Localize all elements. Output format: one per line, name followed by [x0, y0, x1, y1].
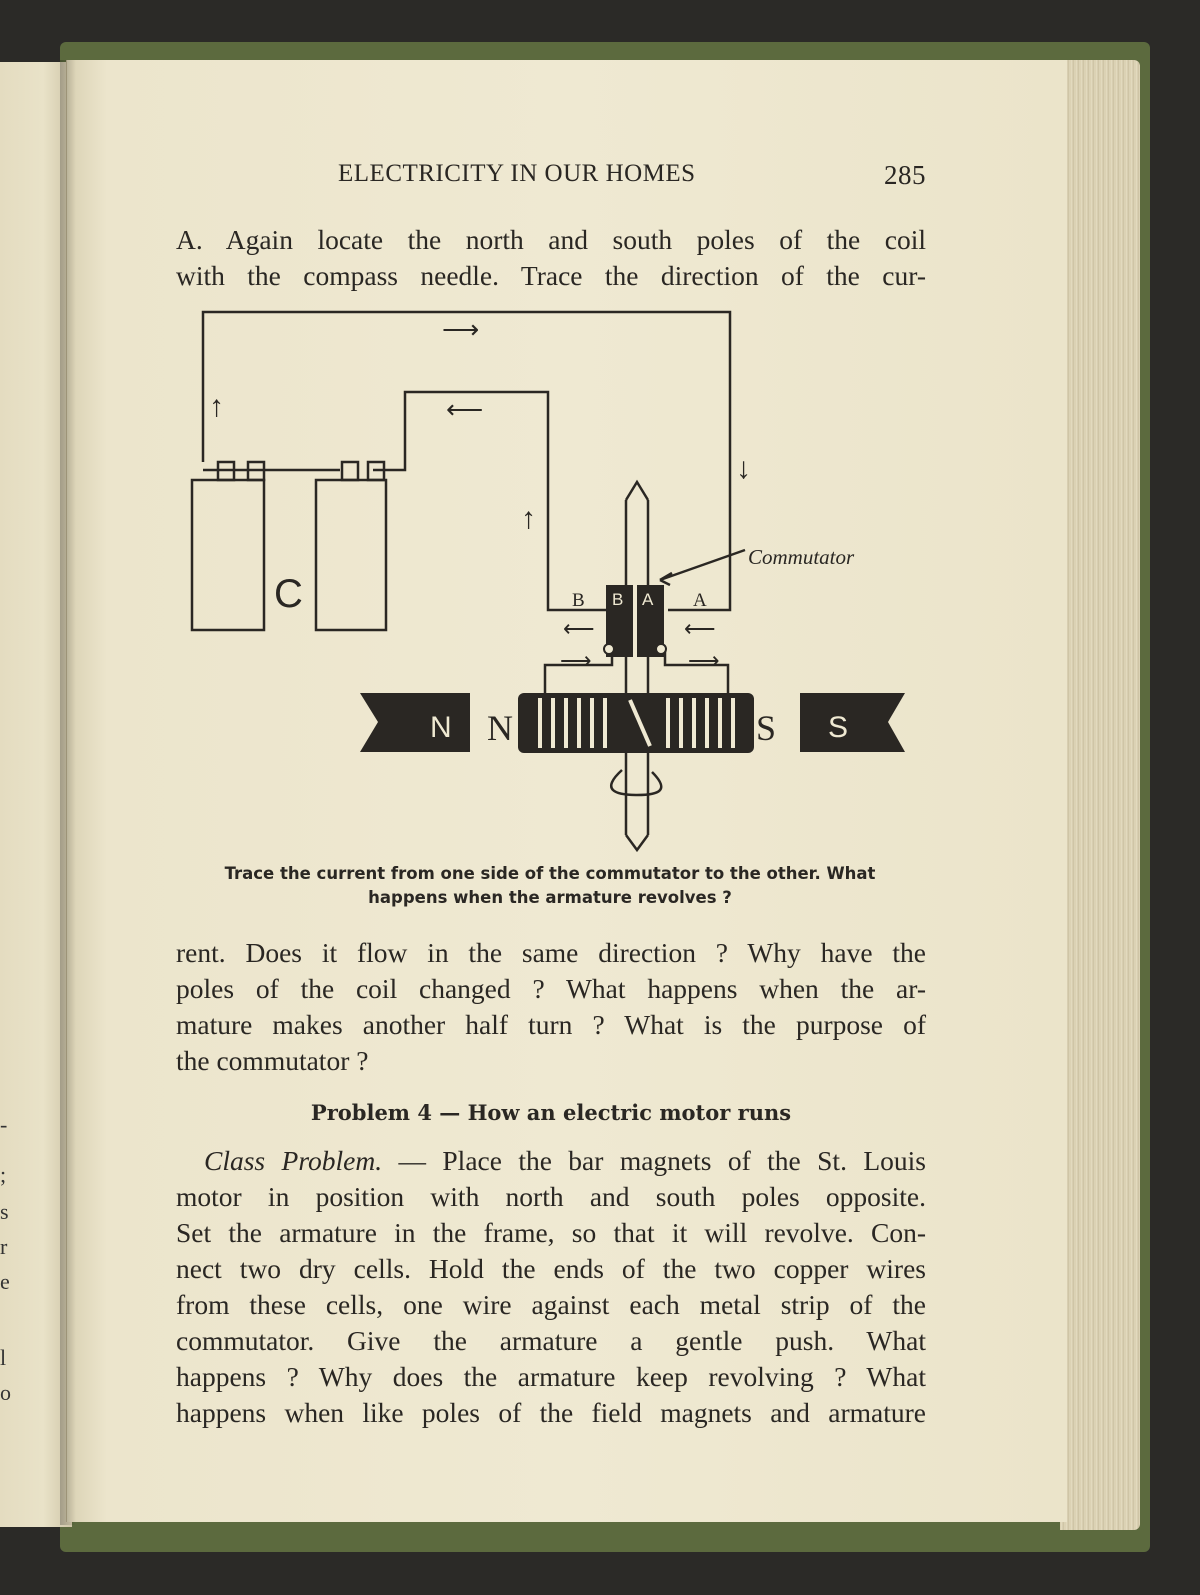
battery-label: C: [274, 572, 303, 616]
text-line: with the compass needle. Trace the direction of the cur-: [176, 260, 926, 291]
left-edge-char: s: [0, 1199, 9, 1224]
pole-north-label: N: [487, 708, 513, 748]
armature-shaft: [626, 500, 648, 835]
current-arrow: ⟵: [563, 616, 595, 641]
current-arrow: ⟶: [688, 648, 720, 673]
rotation-arrow: [611, 770, 661, 795]
current-arrow: ⟵: [684, 616, 716, 641]
text-line: happens ? Why does the armature keep revolving ? What: [176, 1361, 926, 1392]
segment-b-label: B: [612, 590, 624, 609]
text-line-lead: [176, 1143, 926, 1179]
current-arrow: ↑: [521, 502, 536, 535]
current-arrow: ↓: [736, 452, 751, 485]
brush-a-label: A: [693, 590, 707, 611]
cell-terminal: [342, 462, 358, 480]
brush-contact: [604, 644, 614, 654]
dry-cell-left: [192, 480, 264, 630]
commutator-split: [633, 585, 637, 657]
text-line: poles of the coil changed ? What happens when the ar-: [176, 973, 926, 1004]
commutator-label: Commutator: [748, 545, 855, 569]
section-heading: Problem 4 — How an electric motor runs: [310, 1100, 792, 1125]
text-line: from these cells, one wire against each metal strip of the: [176, 1289, 926, 1320]
figure-caption: [190, 862, 910, 910]
left-edge-char: l: [0, 1345, 7, 1370]
field-magnet-north: [360, 693, 470, 752]
shaft-top-tip: [626, 482, 648, 500]
text-line: rent. Does it flow in the same direction ? Why have the: [176, 937, 926, 968]
caption-line: happens when the armature revolves ?: [368, 888, 732, 907]
text-line: nect two dry cells. Hold the ends of the two copper wires: [176, 1253, 926, 1284]
current-arrow: ⟶: [442, 315, 480, 344]
current-arrow: ↑: [209, 390, 224, 423]
segment-a-label: A: [642, 590, 654, 609]
caption-line: Trace the current from one side of the commutator to the other. What: [224, 864, 876, 883]
text-line: A. Again locate the north and south poles of the coil: [176, 224, 926, 255]
text-run: — Place the bar magnets of the St. Louis: [382, 1145, 926, 1176]
commutator-leader: [660, 550, 745, 580]
left-edge-char: -: [0, 1112, 8, 1137]
left-edge-char: e: [0, 1269, 10, 1294]
magnet-north-label: N: [430, 711, 452, 744]
dry-cell-right: [316, 480, 386, 630]
current-arrow: ⟵: [446, 395, 484, 424]
pole-south-label: S: [756, 708, 777, 748]
text-line: the commutator ?: [176, 1045, 369, 1076]
class-problem-label: Class Problem.: [204, 1145, 383, 1176]
text-line: happens when like poles of the field magnets and armature: [176, 1397, 926, 1428]
paragraph-middle: [176, 935, 926, 1079]
text-line: mature makes another half turn ? What is the purpose of: [176, 1009, 926, 1040]
text-line: Set the armature in the frame, so that it will revolve. Con-: [176, 1217, 926, 1248]
shaft-bottom-tip: [626, 835, 648, 850]
wire-inner: [373, 392, 608, 610]
brush-contact: [656, 644, 666, 654]
running-head-title: ELECTRICITY IN OUR HOMES: [338, 160, 696, 187]
text-line: motor in position with north and south poles opposite.: [176, 1181, 926, 1212]
paragraph-bottom: [176, 1143, 926, 1431]
magnet-south-label: S: [828, 711, 849, 744]
left-edge-char: ;: [0, 1162, 7, 1187]
text-line: commutator. Give the armature a gentle push. What: [176, 1325, 926, 1356]
brush-b-label: B: [572, 590, 585, 611]
wire-outer: [203, 312, 730, 610]
left-edge-char: o: [0, 1380, 11, 1405]
current-arrow: ⟶: [560, 648, 592, 673]
left-edge-char: r: [0, 1234, 8, 1259]
field-magnet-south: [800, 693, 905, 752]
page-number: 285: [884, 160, 926, 190]
